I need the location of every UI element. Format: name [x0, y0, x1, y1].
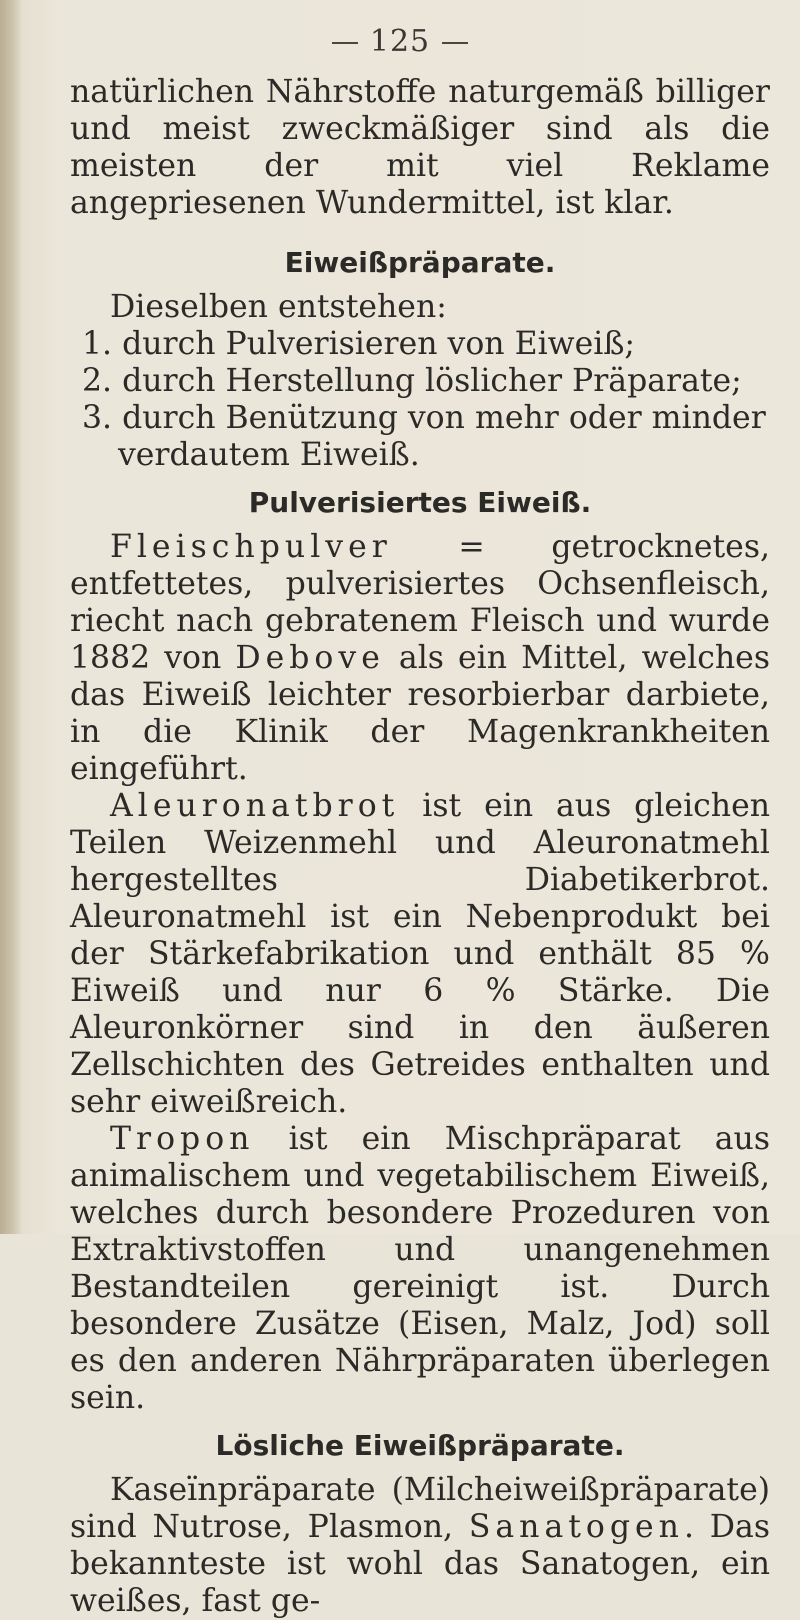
paragraph-text: = getrocknetes, entfettetes, pulverisiertes Ochsenfleisch, riecht nach gebratenem Fleisch und wurde 1882 von	[70, 529, 770, 676]
header-dash-left	[332, 42, 358, 44]
term-tropon: Tropon	[110, 1121, 255, 1157]
paragraph-text: ist ein Mischpräparat aus animalischem und vegetabilischem Eiweiß, welches durch besondere Prozeduren von Extraktivstoffen und unangenehmen Bestandteilen gereinigt ist. Durch besondere Zusätze (Eisen, Malz, Jod) soll es den anderen Nährpräparaten überlegen sein.	[70, 1121, 770, 1416]
paragraph-text: als ein Mittel, welches das Eiweiß leichter resorbierbar darbiete, in die Klinik der Magenkrankheiten eingeführt.	[70, 640, 770, 787]
intro-paragraph: natürlichen Nährstoffe naturgemäß billiger und meist zweckmäßiger sind als die meisten der mit viel Reklame angepriesenen Wundermittel, ist klar.	[70, 74, 770, 221]
paragraph-kaseinpraeparate	[70, 1472, 770, 1620]
product-name: Sanatogen	[468, 1509, 684, 1545]
paragraph-tropon	[70, 1121, 770, 1417]
section-heading-loesliche-eiweisspraeparate: Lösliche Eiweißpräparate.	[215, 1429, 625, 1462]
section-lead: Dieselben entstehen:	[110, 289, 447, 325]
page-header	[0, 24, 800, 59]
paragraph-text: . Das bekannteste ist wohl das Sanatogen, ein weißes, fast ge-	[70, 1509, 770, 1619]
header-dash-right	[442, 42, 468, 44]
list-item: 1. durch Pulverisieren von Eiweiß;	[82, 326, 635, 362]
section-heading-eiweisspraeparate: Eiweißpräparate.	[284, 246, 556, 279]
paragraph-text: Kaseïnpräparate (Milcheiweißpräparate) sind Nutrose, Plasmon,	[70, 1472, 770, 1545]
paragraph-text: ist ein aus gleichen Teilen Weizenmehl und Aleuronatmehl hergestelltes Diabetikerbrot. Aleuronatmehl ist ein Nebenprodukt bei der Stärkefabrikation und enthält 85 % Eiweiß und nur 6 % Stärke. Die Aleuronkörner sind in den äußeren Zellschichten des Getreides enthalten und sehr eiweißreich.	[70, 788, 770, 1120]
page-number: 125	[369, 24, 431, 59]
paragraph-fleischpulver	[70, 529, 770, 788]
author-name: Debove	[235, 640, 385, 676]
method-list	[70, 326, 770, 474]
page-content	[70, 74, 770, 1620]
list-item: 2. durch Herstellung löslicher Präparate;	[82, 363, 742, 399]
term-aleuronatbrot: Aleuronatbrot	[110, 788, 400, 824]
paragraph-aleuronatbrot	[70, 788, 770, 1121]
list-item: 3. durch Benützung von mehr oder minder verdautem Eiweiß.	[82, 400, 766, 473]
page-edge-shadow	[0, 0, 22, 1234]
term-fleischpulver: Fleischpulver	[110, 529, 392, 565]
section-heading-pulverisiertes-eiweiss: Pulverisiertes Eiweiß.	[248, 486, 592, 519]
